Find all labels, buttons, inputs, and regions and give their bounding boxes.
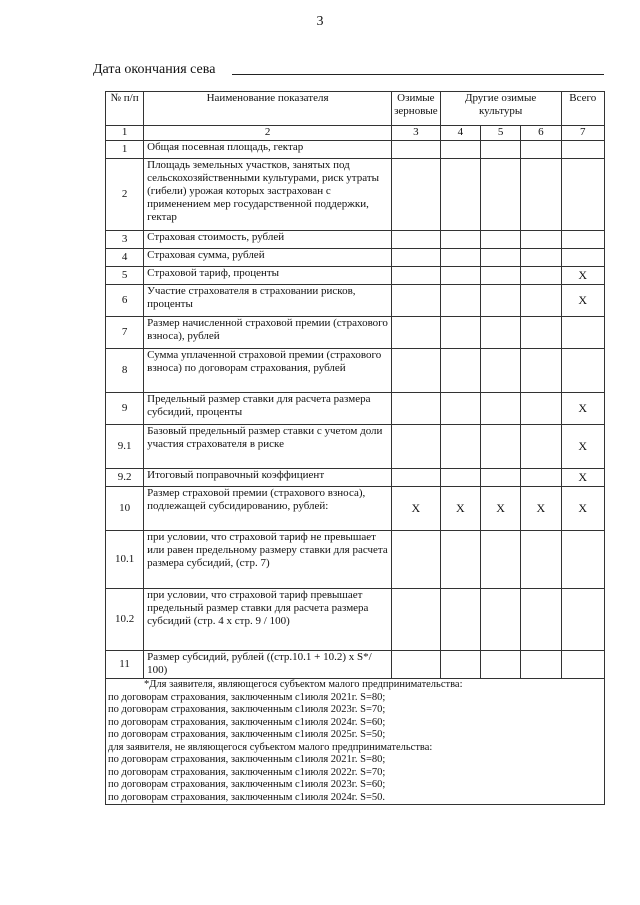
sowing-end-input-line[interactable] <box>232 74 604 75</box>
value-cell[interactable] <box>392 317 441 349</box>
table-row <box>106 159 605 231</box>
not-applicable-mark: Х <box>561 285 605 317</box>
row-number: 4 <box>106 249 144 267</box>
value-cell[interactable] <box>521 317 561 349</box>
value-cell[interactable] <box>561 231 605 249</box>
value-cell[interactable] <box>561 159 605 231</box>
row-label: Итоговый поправочный коэффициент <box>144 469 392 487</box>
footnote-line: по договорам страхования, заключенным с1июля 2024г. S=60; <box>108 716 386 728</box>
footnote-line: по договорам страхования, заключенным с1июля 2023г. S=70; <box>108 704 386 715</box>
column-number: 3 <box>392 126 441 141</box>
value-cell[interactable] <box>392 393 441 425</box>
column-number: 6 <box>521 126 561 141</box>
value-cell[interactable] <box>392 469 441 487</box>
row-label: Страховая сумма, рублей <box>144 249 392 267</box>
not-applicable-mark: Х <box>561 425 605 469</box>
value-cell[interactable] <box>480 159 520 231</box>
column-number: 2 <box>144 126 392 141</box>
value-cell[interactable] <box>480 589 520 651</box>
value-cell[interactable] <box>521 249 561 267</box>
insurance-indicators-table <box>105 91 605 805</box>
column-number: 1 <box>106 126 144 141</box>
table-row <box>106 141 605 159</box>
row-label: Сумма уплаченной страховой премии (страхового взноса) по договорам страхования, рублей <box>144 349 392 393</box>
not-applicable-mark: Х <box>561 393 605 425</box>
value-cell[interactable] <box>521 231 561 249</box>
value-cell[interactable] <box>440 531 480 589</box>
value-cell[interactable] <box>561 249 605 267</box>
row-label: Размер начисленной страховой премии (страхового взноса), рублей <box>144 317 392 349</box>
row-label: Общая посевная площадь, гектар <box>144 141 392 159</box>
value-cell[interactable] <box>561 317 605 349</box>
value-cell[interactable] <box>392 425 441 469</box>
footnote-line: по договорам страхования, заключенным с1июля 2024г. S=50. <box>108 791 386 803</box>
row-label: Размер субсидий, рублей ((стр.10.1 + 10.2) х S*/ 100) <box>144 651 392 679</box>
table-row <box>106 425 605 469</box>
value-cell[interactable] <box>480 531 520 589</box>
footnote-small-list <box>108 692 602 742</box>
not-applicable-mark: Х <box>561 469 605 487</box>
table-row <box>106 531 605 589</box>
value-cell[interactable] <box>440 317 480 349</box>
row-number: 2 <box>106 159 144 231</box>
value-cell[interactable] <box>521 393 561 425</box>
row-number: 5 <box>106 267 144 285</box>
value-cell[interactable] <box>392 531 441 589</box>
table-row <box>106 249 605 267</box>
not-applicable-mark: Х <box>440 487 480 531</box>
value-cell[interactable] <box>392 651 441 679</box>
header-total: Всего <box>561 92 605 126</box>
value-cell[interactable] <box>561 141 605 159</box>
value-cell[interactable] <box>440 159 480 231</box>
footnote-intro-other: для заявителя, не являющегося субъектом малого предпринимательства: <box>108 741 433 753</box>
not-applicable-mark: Х <box>392 487 441 531</box>
value-cell[interactable] <box>521 589 561 651</box>
value-cell[interactable] <box>392 589 441 651</box>
row-label: при условии, что страховой тариф не превышает или равен предельному размеру ставки для расчета размера субсидий, (стр. 7) <box>144 531 392 589</box>
value-cell[interactable] <box>480 393 520 425</box>
row-number: 9 <box>106 393 144 425</box>
table-row <box>106 651 605 679</box>
row-number: 10 <box>106 487 144 531</box>
row-label: Участие страхователя в страховании рисков, проценты <box>144 285 392 317</box>
table-row <box>106 469 605 487</box>
value-cell[interactable] <box>480 267 520 285</box>
table-row <box>106 231 605 249</box>
row-label: Страховая стоимость, рублей <box>144 231 392 249</box>
value-cell[interactable] <box>521 141 561 159</box>
value-cell[interactable] <box>480 285 520 317</box>
table-row <box>106 349 605 393</box>
value-cell[interactable] <box>480 349 520 393</box>
value-cell[interactable] <box>440 249 480 267</box>
row-label: при условии, что страховой тариф превышает предельный размер ставки для расчета размера субсидий (стр. 4 х стр. 9 / 100) <box>144 589 392 651</box>
row-label: Предельный размер ставки для расчета размера субсидий, проценты <box>144 393 392 425</box>
value-cell[interactable] <box>440 469 480 487</box>
value-cell[interactable] <box>440 267 480 285</box>
table-row <box>106 285 605 317</box>
value-cell[interactable] <box>480 317 520 349</box>
value-cell[interactable] <box>440 349 480 393</box>
value-cell[interactable] <box>521 285 561 317</box>
row-label: Площадь земельных участков, занятых под сельскохозяйственными культурами, риск утраты (гибели) урожая которых застрахован с применением мер государственной поддержки, гектар <box>144 159 392 231</box>
header-other-winter: Другие озимые культуры <box>440 92 561 126</box>
not-applicable-mark: Х <box>561 267 605 285</box>
footnote-line: по договорам страхования, заключенным с1июля 2021г. S=80; <box>108 691 386 703</box>
header-no: № п/п <box>106 92 144 126</box>
not-applicable-mark: Х <box>561 487 605 531</box>
row-label: Страховой тариф, проценты <box>144 267 392 285</box>
not-applicable-mark: Х <box>480 487 520 531</box>
value-cell[interactable] <box>440 231 480 249</box>
footnote-line: по договорам страхования, заключенным с1июля 2021г. S=80; <box>108 754 386 765</box>
footnote-intro-small: *Для заявителя, являющегося субъектом малого предпринимательства: <box>144 679 463 690</box>
column-numbers-row <box>106 126 605 141</box>
page-number: 3 <box>316 14 324 29</box>
header-name: Наименование показателя <box>144 92 392 126</box>
row-number: 7 <box>106 317 144 349</box>
header-winter-grain: Озимые зерновые <box>392 92 441 126</box>
value-cell[interactable] <box>392 231 441 249</box>
value-cell[interactable] <box>392 141 441 159</box>
value-cell[interactable] <box>392 159 441 231</box>
value-cell[interactable] <box>480 249 520 267</box>
sowing-end-label: Дата окончания сева <box>93 62 216 77</box>
value-cell[interactable] <box>561 651 605 679</box>
value-cell[interactable] <box>480 141 520 159</box>
row-number: 3 <box>106 231 144 249</box>
value-cell[interactable] <box>480 425 520 469</box>
footnote-line: по договорам страхования, заключенным с1июля 2025г. S=50; <box>108 729 386 740</box>
footnote-line: по договорам страхования, заключенным с1июля 2022г. S=70; <box>108 766 386 778</box>
table-body <box>106 141 605 679</box>
column-number: 4 <box>440 126 480 141</box>
footnote <box>106 679 605 805</box>
row-number: 9.2 <box>106 469 144 487</box>
table-row <box>106 589 605 651</box>
value-cell[interactable] <box>561 349 605 393</box>
table-row <box>106 393 605 425</box>
row-number: 10.1 <box>106 531 144 589</box>
row-label: Размер страховой премии (страхового взноса), подлежащей субсидированию, рублей: <box>144 487 392 531</box>
value-cell[interactable] <box>561 531 605 589</box>
value-cell[interactable] <box>480 231 520 249</box>
row-number: 8 <box>106 349 144 393</box>
value-cell[interactable] <box>440 651 480 679</box>
value-cell[interactable] <box>521 349 561 393</box>
value-cell[interactable] <box>521 531 561 589</box>
value-cell[interactable] <box>521 267 561 285</box>
value-cell[interactable] <box>392 349 441 393</box>
table-row <box>106 267 605 285</box>
value-cell[interactable] <box>392 285 441 317</box>
value-cell[interactable] <box>521 159 561 231</box>
column-number: 5 <box>480 126 520 141</box>
row-number: 1 <box>106 141 144 159</box>
value-cell[interactable] <box>480 469 520 487</box>
footnote-line: по договорам страхования, заключенным с1июля 2023г. S=60; <box>108 779 386 790</box>
value-cell[interactable] <box>392 249 441 267</box>
footnote-other-list <box>108 754 602 804</box>
value-cell[interactable] <box>440 589 480 651</box>
table-row <box>106 317 605 349</box>
value-cell[interactable] <box>440 425 480 469</box>
row-number: 9.1 <box>106 425 144 469</box>
value-cell[interactable] <box>521 425 561 469</box>
value-cell[interactable] <box>480 651 520 679</box>
value-cell[interactable] <box>521 469 561 487</box>
value-cell[interactable] <box>521 651 561 679</box>
row-number: 10.2 <box>106 589 144 651</box>
row-number: 11 <box>106 651 144 679</box>
value-cell[interactable] <box>440 141 480 159</box>
value-cell[interactable] <box>561 589 605 651</box>
column-number: 7 <box>561 126 605 141</box>
row-number: 6 <box>106 285 144 317</box>
value-cell[interactable] <box>392 267 441 285</box>
not-applicable-mark: Х <box>521 487 561 531</box>
value-cell[interactable] <box>440 285 480 317</box>
row-label: Базовый предельный размер ставки с учетом доли участия страхователя в риске <box>144 425 392 469</box>
value-cell[interactable] <box>440 393 480 425</box>
table-row <box>106 487 605 531</box>
